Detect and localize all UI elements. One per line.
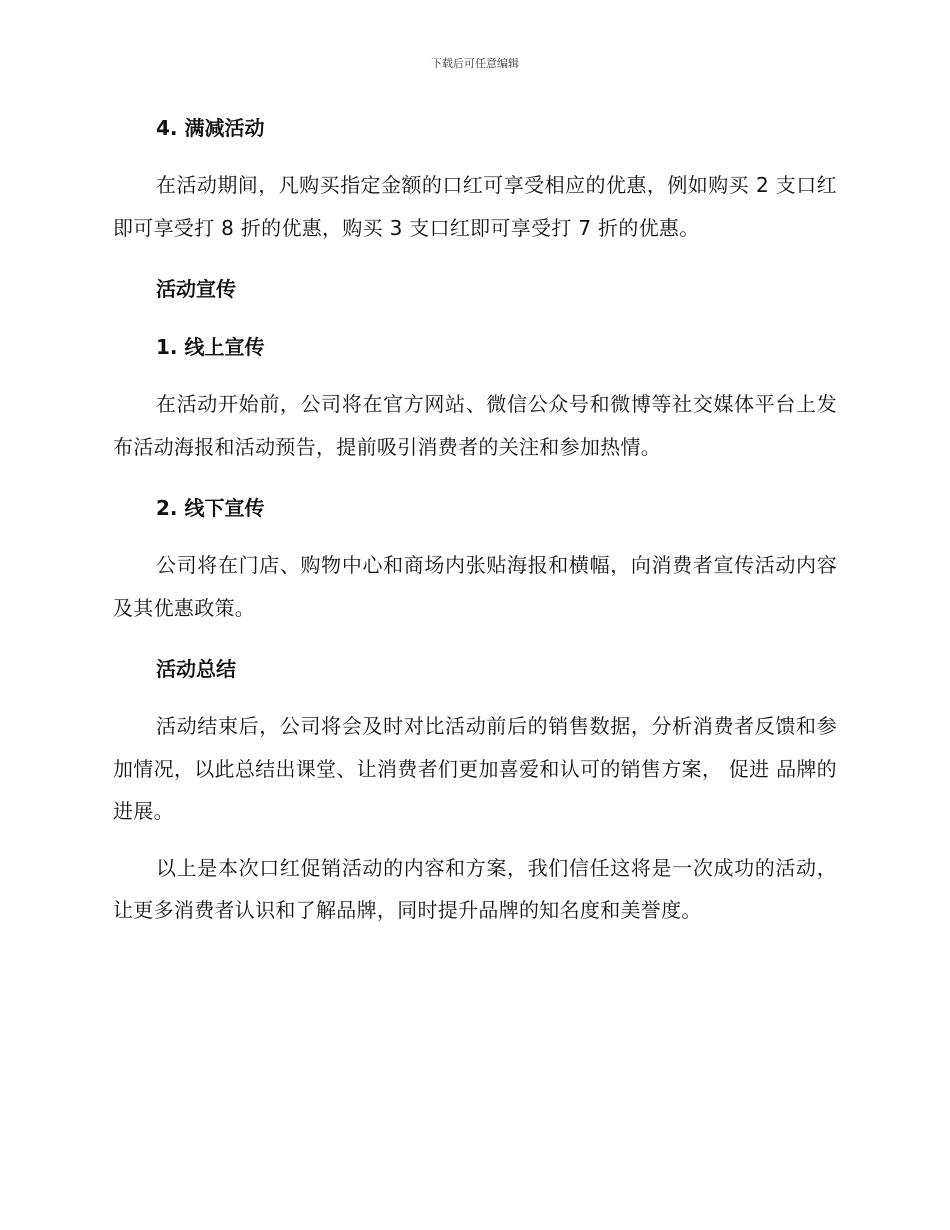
paragraph-offline-promotion: 公司将在门店、购物中心和商场内张贴海报和横幅，向消费者宣传活动内容及其优惠政策。 (113, 553, 837, 620)
section-heading-summary: 活动总结 (156, 657, 236, 681)
section-heading-full-reduction: 4. 满减活动 (156, 116, 265, 140)
paragraph-conclusion: 以上是本次口红促销活动的内容和方案，我们信任这将是一次成功的活动，让更多消费者认识和了解品牌，同时提升品牌的知名度和美誉度。 (113, 855, 837, 922)
paragraph-full-reduction: 在活动期间，凡购买指定金额的口红可享受相应的优惠，例如购买 2 支口红即可享受打 8 折的优惠，购买 3 支口红即可享受打 7 折的优惠。 (113, 173, 837, 240)
section-heading-promotion: 活动宣传 (156, 277, 236, 301)
section-heading-offline-promotion: 2. 线下宣传 (156, 496, 265, 520)
section-heading-online-promotion: 1. 线上宣传 (156, 335, 265, 359)
paragraph-online-promotion: 在活动开始前，公司将在官方网站、微信公众号和微博等社交媒体平台上发布活动海报和活动预告，提前吸引消费者的关注和参加热情。 (113, 392, 837, 459)
page-header-note: 下载后可任意编辑 (431, 57, 519, 70)
document-body (113, 112, 837, 932)
paragraph-summary: 活动结束后，公司将会及时对比活动前后的销售数据，分析消费者反馈和参加情况，以此总结出课堂、让消费者们更加喜爱和认可的销售方案， 促进 品牌的进展。 (113, 714, 837, 823)
